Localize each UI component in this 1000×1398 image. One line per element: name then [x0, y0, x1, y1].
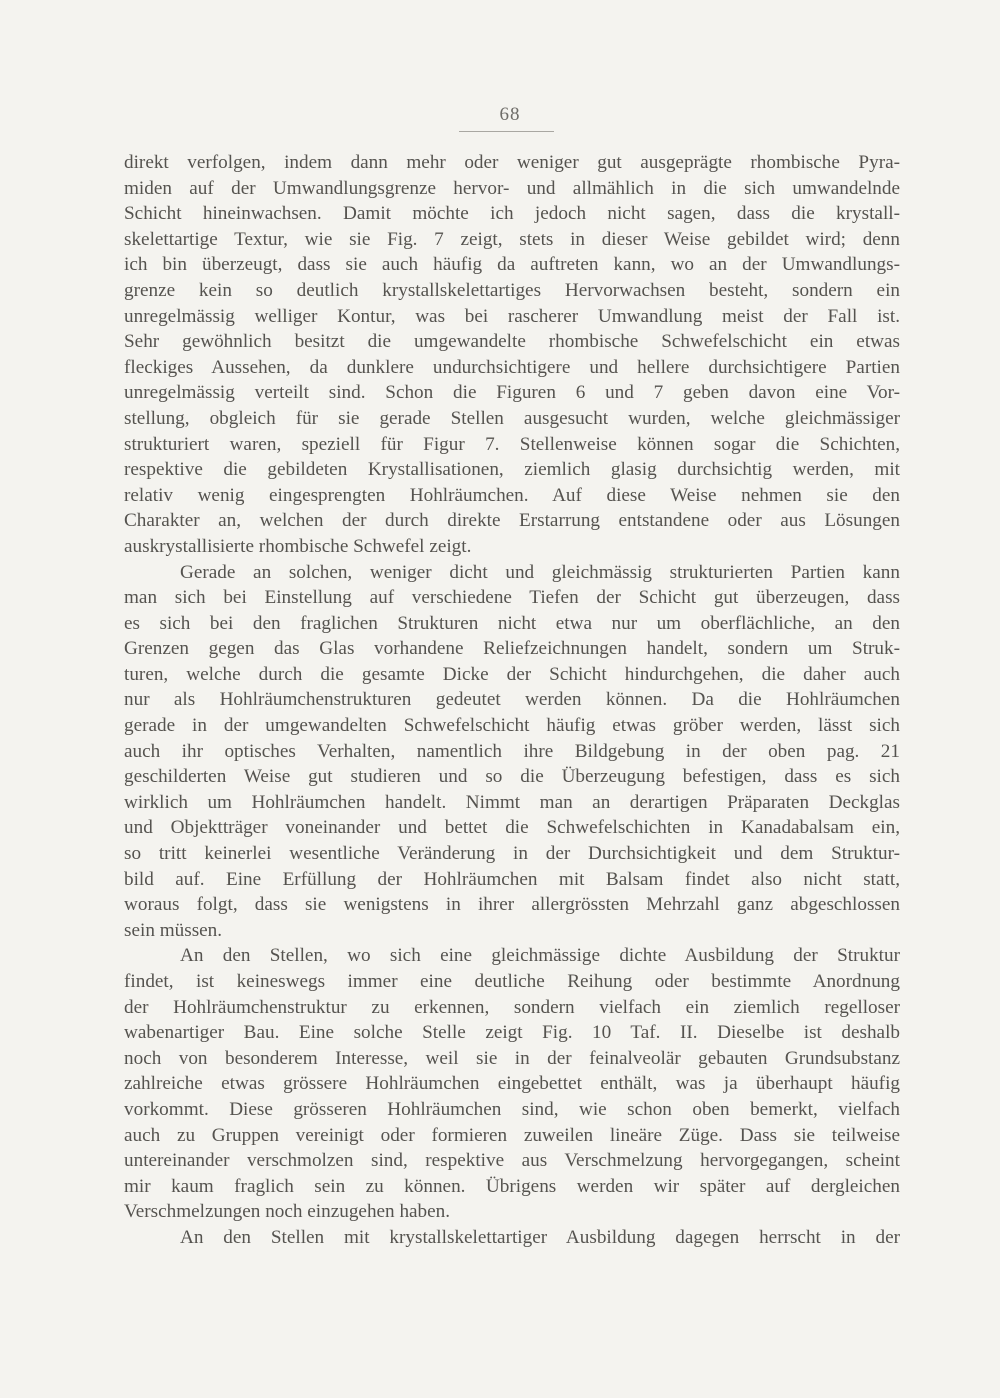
text-line: Verschmelzungen noch einzugehen haben.	[124, 1201, 451, 1223]
text-line: ich bin überzeugt, dass sie auch häufig da auftreten kann, wo an der Umwandlungs-	[124, 254, 900, 276]
text-line: so tritt keinerlei wesentliche Veränderung in der Durchsichtigkeit und dem Struktur-	[124, 843, 900, 865]
paragraph	[124, 560, 900, 944]
text-line: gerade in der umgewandelten Schwefelschicht häufig etwas gröber werden, lässt sich	[124, 715, 900, 737]
text-line: noch von besonderem Interesse, weil sie in der feinalveolär gebauten Grundsubstanz	[124, 1047, 900, 1069]
text-line: und Objektträger voneinander und bettet die Schwefelschichten in Kanadabalsam ein,	[124, 817, 900, 839]
text-line: geschilderten Weise gut studieren und so die Überzeugung befestigen, dass es sich	[124, 766, 900, 788]
text-line: woraus folgt, dass sie wenigstens in ihrer allergrössten Mehrzahl ganz abgeschlossen	[124, 894, 900, 916]
text-line: strukturiert waren, speziell für Figur 7. Stellenweise können sogar die Schichten,	[124, 433, 900, 455]
text-line: Gerade an solchen, weniger dicht und gleichmässig strukturierten Partien kann	[180, 561, 900, 583]
text-line: An den Stellen mit krystallskelettartiger Ausbildung dagegen herrscht in der	[180, 1226, 900, 1248]
body-text	[124, 150, 900, 1251]
text-line: nur als Hohlräumchenstrukturen gedeutet werden können. Da die Hohlräumchen	[124, 689, 900, 711]
text-line: Grenzen gegen das Glas vorhandene Reliefzeichnungen handelt, sondern um Struk-	[124, 638, 900, 660]
paragraph	[124, 150, 900, 560]
text-line: auch ihr optisches Verhalten, namentlich ihre Bildgebung in der oben pag. 21	[124, 740, 900, 762]
text-line: An den Stellen, wo sich eine gleichmässige dichte Ausbildung der Struktur	[180, 945, 900, 967]
text-line: relativ wenig eingesprengten Hohlräumchen. Auf diese Weise nehmen sie den	[124, 484, 900, 506]
page-number-rule	[459, 131, 554, 132]
text-line: fleckiges Aussehen, da dunklere undurchsichtigere und hellere durchsichtigere Partien	[124, 356, 900, 378]
text-line: untereinander verschmolzen sind, respektive aus Verschmelzung hervorgegangen, scheint	[124, 1150, 900, 1172]
text-line: vorkommt. Diese grösseren Hohlräumchen sind, wie schon oben bemerkt, vielfach	[124, 1098, 900, 1120]
text-line: Sehr gewöhnlich besitzt die umgewandelte rhombische Schwefelschicht ein etwas	[124, 331, 900, 353]
text-line: es sich bei den fraglichen Strukturen nicht etwa nur um oberflächliche, an den	[124, 612, 900, 634]
text-line: unregelmässig verteilt sind. Schon die Figuren 6 und 7 geben davon eine Vor-	[124, 382, 900, 404]
text-line: der Hohlräumchenstruktur zu erkennen, sondern vielfach ein ziemlich regelloser	[124, 996, 900, 1018]
text-line: direkt verfolgen, indem dann mehr oder weniger gut ausgeprägte rhombische Pyra-	[124, 152, 900, 173]
text-line: sein müssen.	[124, 919, 223, 941]
text-line: auskrystallisierte rhombische Schwefel zeigt.	[124, 535, 472, 557]
text-line: mir kaum fraglich sein zu können. Übrigens werden wir später auf dergleichen	[124, 1175, 900, 1197]
paragraph	[124, 943, 900, 1225]
text-line: stellung, obgleich für sie gerade Stellen ausgesucht wurden, welche gleichmässiger	[124, 407, 900, 429]
paragraph	[124, 1225, 900, 1251]
text-line: auch zu Gruppen vereinigt oder formieren zuweilen lineäre Züge. Dass sie teilweise	[124, 1124, 900, 1146]
text-line: respektive die gebildeten Krystallisationen, ziemlich glasig durchsichtig werden, mit	[124, 459, 900, 481]
text-line: turen, welche durch die gesamte Dicke der Schicht hindurchgehen, die daher auch	[124, 663, 900, 685]
text-line: miden auf der Umwandlungsgrenze hervor- und allmählich in die sich umwandelnde	[124, 177, 900, 199]
text-line: wabenartiger Bau. Eine solche Stelle zeigt Fig. 10 Taf. II. Dieselbe ist deshalb	[124, 1022, 900, 1044]
text-line: bild auf. Eine Erfüllung der Hohlräumchen mit Balsam findet also nicht statt,	[124, 868, 900, 890]
text-line: wirklich um Hohlräumchen handelt. Nimmt man an derartigen Präparaten Deckglas	[124, 791, 900, 813]
text-line: man sich bei Einstellung auf verschiedene Tiefen der Schicht gut überzeugen, dass	[124, 587, 900, 609]
text-line: zahlreiche etwas grössere Hohlräumchen eingebettet enthält, was ja überhaupt häufig	[124, 1073, 900, 1095]
text-line: grenze kein so deutlich krystallskelettartiges Hervorwachsen besteht, sondern ein	[124, 279, 900, 301]
text-line: Charakter an, welchen der durch direkte Erstarrung entstandene oder aus Lösungen	[124, 510, 900, 532]
text-line: findet, ist keineswegs immer eine deutliche Reihung oder bestimmte Anordnung	[124, 971, 900, 992]
text-line: unregelmässig welliger Kontur, was bei rascherer Umwandlung meist der Fall ist.	[124, 305, 900, 327]
text-line: skelettartige Textur, wie sie Fig. 7 zeigt, stets in dieser Weise gebildet wird; denn	[124, 228, 900, 250]
page-number: 68	[499, 104, 521, 125]
text-line: Schicht hineinwachsen. Damit möchte ich jedoch nicht sagen, dass die krystall-	[124, 203, 900, 225]
